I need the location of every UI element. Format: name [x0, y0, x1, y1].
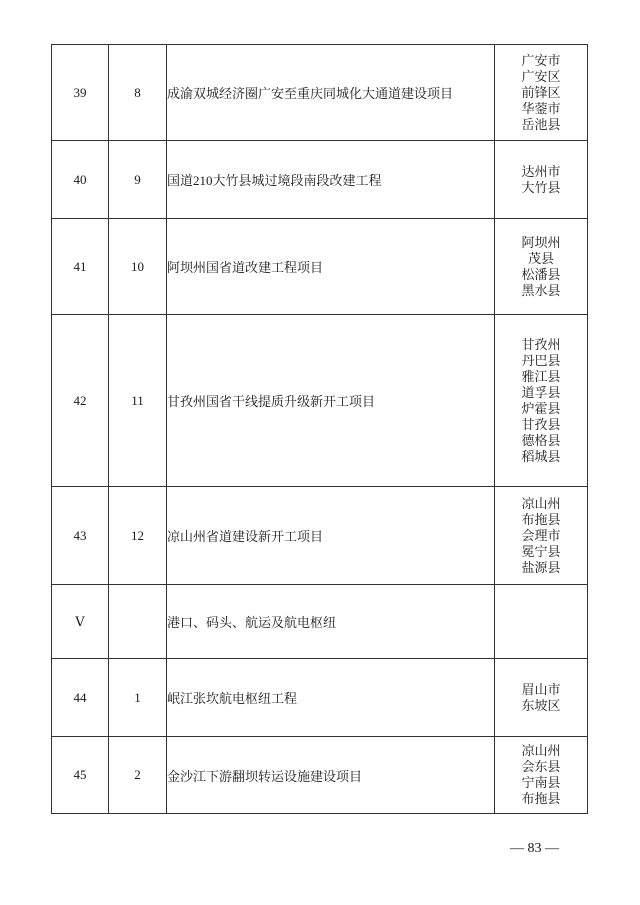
- table-row: [52, 737, 588, 814]
- row-number: 42: [52, 315, 109, 487]
- region-name: 会东县: [521, 759, 561, 774]
- region-name: 甘孜州: [521, 336, 561, 352]
- row-sub-number: 8: [109, 45, 167, 141]
- region-name: 东坡区: [521, 697, 561, 713]
- region-name: 眉山市: [521, 681, 561, 697]
- region-cell: [495, 737, 588, 814]
- region-name: 华蓥市: [521, 100, 561, 116]
- table-row: [52, 141, 588, 219]
- section-row: [52, 585, 588, 659]
- region-name: 布拖县: [521, 511, 561, 527]
- region-name: 稻城县: [521, 448, 561, 464]
- region-name: 茂县: [527, 250, 554, 266]
- row-number: 45: [52, 737, 109, 814]
- region-name: 黑水县: [521, 282, 561, 298]
- region-name: 雅江县: [521, 368, 561, 384]
- table-row: [52, 45, 588, 141]
- row-sub-number: 10: [109, 219, 167, 315]
- region-name: 布拖县: [521, 791, 561, 806]
- region-name: 前锋区: [521, 84, 561, 100]
- region-cell: [495, 219, 588, 315]
- region-name: 宁南县: [521, 775, 561, 790]
- region-name: 凉山州: [521, 495, 561, 511]
- region-name: 广安市: [521, 52, 561, 68]
- project-name: 金沙江下游翻坝转运设施建设项目: [167, 737, 495, 814]
- row-sub-number: 12: [109, 487, 167, 585]
- region-cell: [495, 659, 588, 737]
- row-sub-number: [109, 585, 167, 659]
- row-sub-number: 9: [109, 141, 167, 219]
- region-name: 阿坝州: [521, 234, 561, 250]
- region-name: 达州市: [521, 163, 561, 179]
- region-name: 道孚县: [521, 384, 561, 400]
- row-number: 41: [52, 219, 109, 315]
- region-name: 冕宁县: [521, 543, 561, 559]
- region-name: 会理市: [521, 527, 561, 543]
- section-title: 港口、码头、航运及航电枢纽: [167, 585, 495, 659]
- table-row: [52, 487, 588, 585]
- region-cell: [495, 487, 588, 585]
- region-name: 凉山州: [521, 743, 561, 758]
- region-name: 炉霍县: [521, 400, 561, 416]
- table-row: [52, 315, 588, 487]
- table-row: [52, 219, 588, 315]
- project-table: [51, 44, 588, 814]
- row-sub-number: 1: [109, 659, 167, 737]
- project-name: 岷江张坎航电枢纽工程: [167, 659, 495, 737]
- row-number: 39: [52, 45, 109, 141]
- region-name: 广安区: [521, 68, 561, 84]
- row-sub-number: 2: [109, 737, 167, 814]
- region-name: 德格县: [521, 432, 561, 448]
- region-name: 丹巴县: [521, 352, 561, 368]
- region-name: 甘孜县: [521, 416, 561, 432]
- region-cell: [495, 141, 588, 219]
- row-number: 43: [52, 487, 109, 585]
- project-name: 国道210大竹县城过境段南段改建工程: [167, 141, 495, 219]
- region-name: 松潘县: [521, 266, 561, 282]
- region-cell: [495, 45, 588, 141]
- region-cell: [495, 315, 588, 487]
- section-number: Ⅴ: [52, 585, 109, 659]
- project-name: 甘孜州国省干线提质升级新开工项目: [167, 315, 495, 487]
- project-name: 凉山州省道建设新开工项目: [167, 487, 495, 585]
- region-name: 盐源县: [521, 559, 561, 575]
- region-name: 大竹县: [521, 179, 561, 195]
- region-cell: [495, 585, 588, 659]
- row-number: 44: [52, 659, 109, 737]
- row-sub-number: 11: [109, 315, 167, 487]
- table-row: [52, 659, 588, 737]
- project-name: 成渝双城经济圈广安至重庆同城化大通道建设项目: [167, 45, 495, 141]
- project-name: 阿坝州国省道改建工程项目: [167, 219, 495, 315]
- page-number: — 83 —: [510, 841, 559, 856]
- region-name: 岳池县: [521, 116, 561, 132]
- row-number: 40: [52, 141, 109, 219]
